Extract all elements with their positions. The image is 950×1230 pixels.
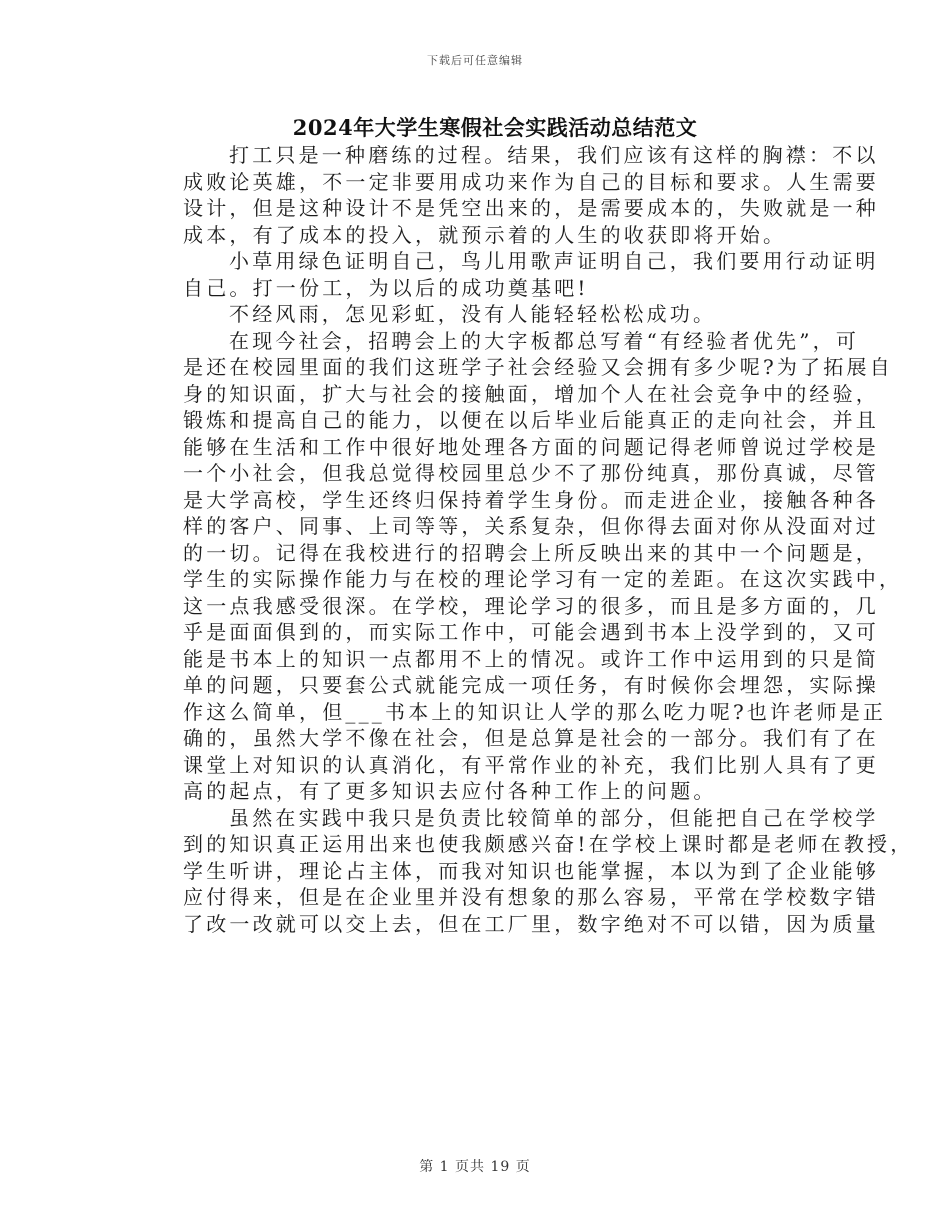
text-line: 高的起点，有了更多知识去应付各种工作上的问题。: [183, 779, 717, 803]
text-line: 身的知识面，扩大与社会的接触面，增加个人在社会竞争中的经验，: [183, 381, 879, 406]
text-line: 是还在校园里面的我们这班学子社会经验又会拥有多少呢?为了拓展自: [183, 355, 893, 379]
text-line: 学生的实际操作能力与在校的理论学习有一定的差距。在这次实践中，: [183, 567, 903, 591]
text-line: 单的问题，只要套公式就能完成一项任务，有时候你会埋怨，实际操: [183, 673, 879, 697]
text-line: 这一点我感受很深。在学校，理论学习的很多，而且是多方面的，几: [183, 593, 879, 618]
paragraph-3: [143, 301, 809, 328]
text-line: 学生听讲，理论占主体，而我对知识也能掌握，本以为到了企业能够: [183, 858, 879, 883]
text-line: 不经风雨，怎见彩虹，没有人能轻轻松松成功。: [229, 302, 717, 326]
text-line: 自己。打一份工，为以后的成功奠基吧!: [183, 275, 589, 300]
text-line: 能够在生活和工作中很好地处理各方面的问题记得老师曾说过学校是: [183, 434, 879, 459]
text-line: 乎是面面俱到的，而实际工作中，可能会遇到书本上没学到的，又可: [183, 620, 879, 644]
text-line: 设计，但是这种设计不是凭空出来的，是需要成本的，失败就是一种: [183, 196, 879, 220]
text-line: 样的客户、同事、上司等等，关系复杂，但你得去面对你从没面对过: [183, 514, 879, 538]
text-line: 虽然在实践中我只是负责比较简单的部分，但能把自己在学校学: [229, 805, 879, 830]
text-line: 到的知识真正运用出来也使我颇感兴奋!在学校上课时都是老师在教授，: [183, 832, 914, 856]
text-line: 成败论英雄，不一定非要用成功来作为自己的目标和要求。人生需要: [183, 169, 879, 194]
text-line: 是大学高校，学生还终归保持着学生身份。而走进企业，接触各种各: [183, 487, 879, 512]
text-line: 在现今社会，招聘会上的大字板都总写着“有经验者优先”，可: [229, 328, 860, 353]
page-footer: 第 1 页共 19 页: [419, 1159, 531, 1175]
text-line: 应付得来，但是在企业里并没有想象的那么容易，平常在学校数字错: [183, 885, 879, 909]
text-line: 了改一改就可以交上去，但在工厂里，数字绝对不可以错，因为质量: [183, 911, 879, 936]
text-line: 成本，有了成本的投入，就预示着的人生的收获即将开始。: [183, 222, 787, 247]
text-line: 确的，虽然大学不像在社会，但是总算是社会的一部分。我们有了在: [183, 726, 879, 750]
paragraph-2: [143, 248, 879, 301]
paragraph-5: [143, 805, 914, 938]
text-line: 一个小社会，但我总觉得校园里总少不了那份纯真，那份真诚，尽管: [183, 461, 879, 485]
text-line: 作这么简单，但___书本上的知识让人学的那么吃力呢?也许老师是正: [183, 699, 887, 724]
text-line: 课堂上对知识的认真消化，有平常作业的补充，我们比别人具有了更: [183, 752, 879, 777]
text-line: 锻炼和提高自己的能力，以便在以后毕业后能真正的走向社会，并且: [183, 408, 879, 432]
text-line: 能是书本上的知识一点都用不上的情况。或许工作中运用到的只是简: [183, 646, 879, 671]
header-note: 下载后可任意编辑: [427, 54, 523, 67]
document-title: 2024年大学生寒假社会实践活动总结范文: [292, 115, 698, 140]
paragraph-1: [143, 142, 879, 248]
document-body: [143, 142, 914, 937]
paragraph-4: [143, 328, 903, 805]
text-line: 小草用绿色证明自己，鸟儿用歌声证明自己，我们要用行动证明: [229, 249, 879, 273]
text-line: 的一切。记得在我校进行的招聘会上所反映出来的其中一个问题是，: [183, 540, 879, 565]
text-line: 打工只是一种磨练的过程。结果，我们应该有这样的胸襟：不以: [229, 143, 879, 167]
